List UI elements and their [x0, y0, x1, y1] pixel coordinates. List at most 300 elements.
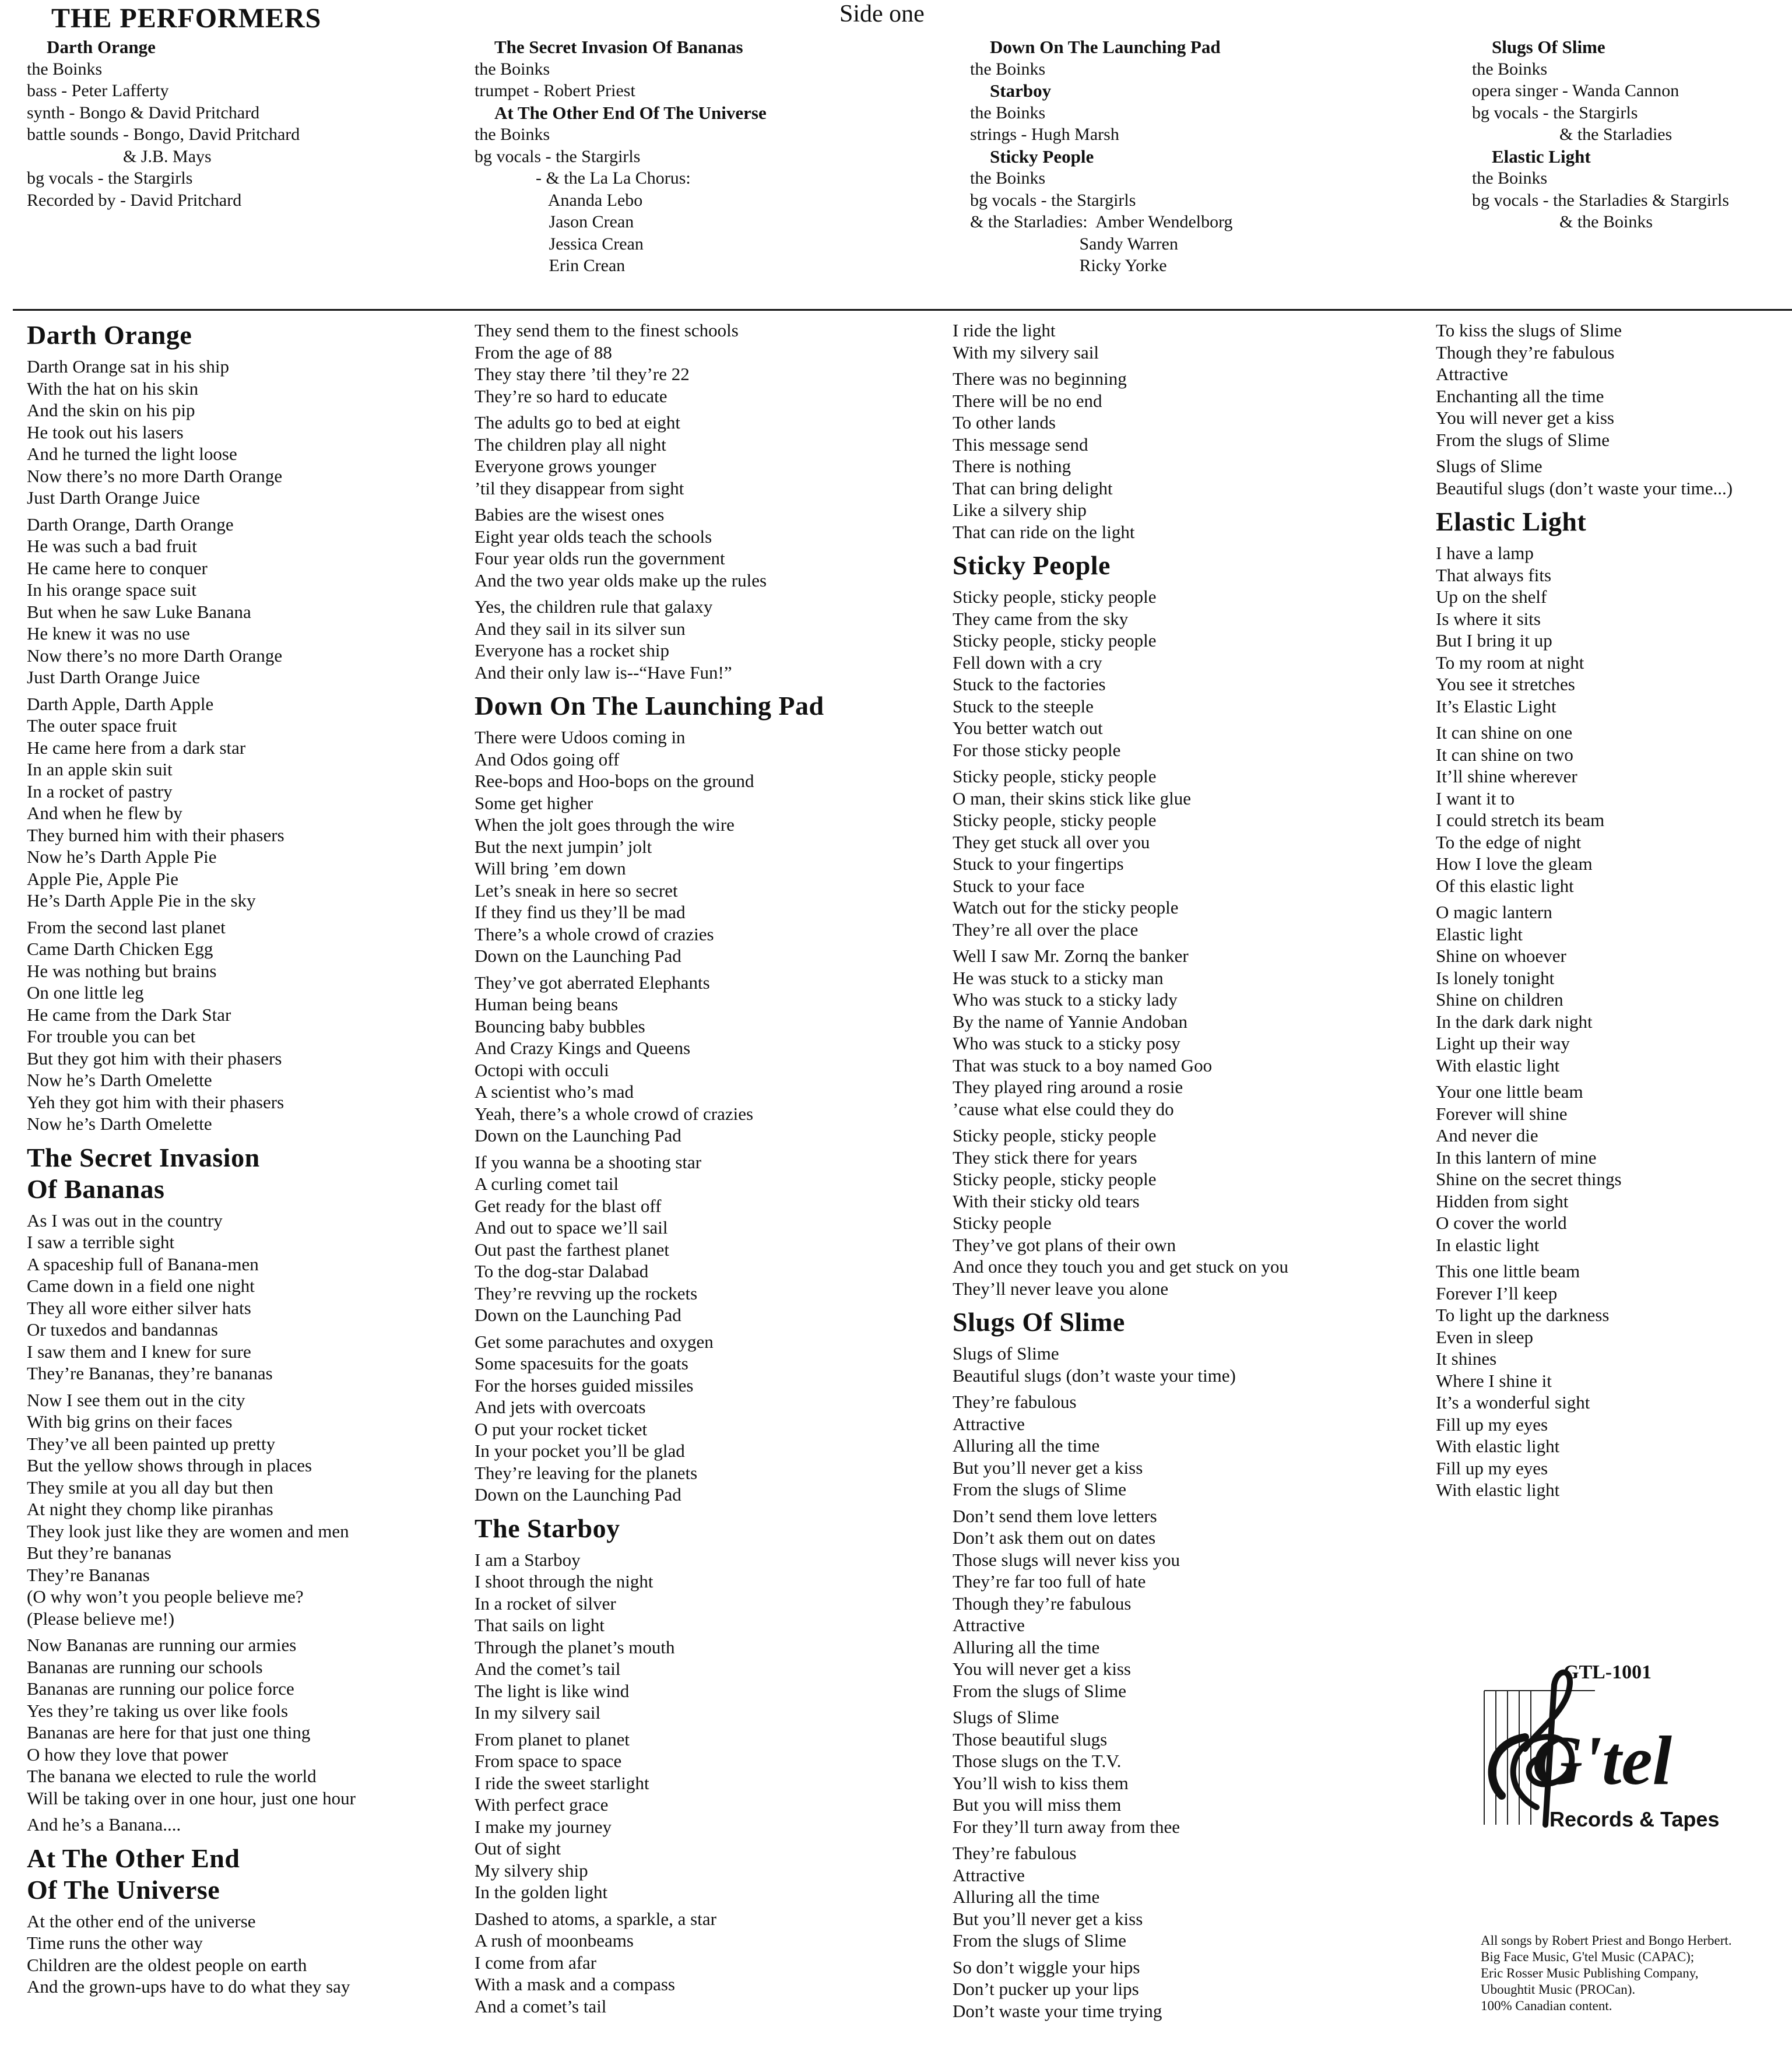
lyric-line: Those beautiful slugs: [953, 1729, 1108, 1750]
lyric-line: Now Bananas are running our armies: [27, 1635, 297, 1655]
lyric-stanza: [27, 1210, 356, 1385]
lyric-stanza: [953, 1505, 1288, 1702]
lyrics-column-1: [27, 319, 356, 2003]
lyric-line: There will be no end: [953, 390, 1102, 411]
credit-song-title: Down On The Launching Pad: [990, 37, 1221, 57]
lyric-line: They’ve got plans of their own: [953, 1234, 1176, 1255]
song-title: Of The Universe: [27, 1874, 220, 1905]
lyric-line: You see it stretches: [1436, 674, 1575, 694]
lyric-line: And jets with overcoats: [475, 1397, 646, 1417]
credit-song-title: Darth Orange: [47, 37, 156, 57]
lyric-line: With my silvery sail: [953, 342, 1099, 363]
lyric-line: On one little leg: [27, 982, 144, 1003]
lyric-line: Some get higher: [475, 792, 593, 813]
lyric-line: ’cause what else could they do: [953, 1098, 1174, 1119]
lyric-line: They’re Bananas: [27, 1564, 150, 1585]
lyric-line: To kiss the slugs of Slime: [1436, 320, 1622, 340]
lyric-line: Of this elastic light: [1436, 875, 1574, 896]
song-title: At The Other End: [27, 1843, 240, 1873]
credit-line: trumpet - Robert Priest: [475, 81, 635, 100]
lyric-line: To light up the darkness: [1436, 1305, 1610, 1325]
lyric-line: It shines: [1436, 1348, 1497, 1369]
lyric-line: But you’ll never get a kiss: [953, 1457, 1143, 1478]
lyric-line: Came down in a field one night: [27, 1276, 255, 1296]
lyric-line: And the two year olds make up the rules: [475, 570, 767, 591]
lyric-stanza: [953, 1125, 1288, 1299]
lyric-line: Everyone grows younger: [475, 456, 656, 476]
lyric-line: A scientist who’s mad: [475, 1081, 634, 1102]
lyric-line: A rush of moonbeams: [475, 1930, 634, 1951]
lyric-line: Don’t pucker up your lips: [953, 1979, 1139, 1999]
lyric-stanza: [27, 356, 356, 509]
credit-line: bass - Peter Lafferty: [27, 81, 169, 100]
lyric-line: Like a silvery ship: [953, 500, 1087, 520]
lyric-line: They send them to the finest schools: [475, 320, 739, 340]
lyric-line: Through the planet’s mouth: [475, 1636, 675, 1657]
lyric-line: That can bring delight: [953, 477, 1113, 498]
lyric-line: O put your rocket ticket: [475, 1418, 648, 1439]
lyric-line: I saw a terrible sight: [27, 1232, 175, 1252]
lyric-line: Your one little beam: [1436, 1081, 1583, 1102]
lyric-stanza: [475, 1549, 824, 1724]
credit-line: bg vocals - the Stargirls: [970, 190, 1136, 210]
lyric-line: Sticky people, sticky people: [953, 586, 1157, 607]
lyric-line: He came here from a dark star: [27, 737, 246, 758]
lyric-line: But you will miss them: [953, 1794, 1122, 1815]
lyric-line: He came here to conquer: [27, 557, 208, 578]
credit-line: & the Starladies: Amber Wendelborg: [970, 212, 1233, 231]
lyric-line: Though they’re fabulous: [953, 1593, 1132, 1614]
lyric-line: To the edge of night: [1436, 831, 1582, 852]
lyric-line: Will be taking over in one hour, just one hour: [27, 1787, 356, 1808]
catalog-number: GTL-1001: [1563, 1661, 1652, 1683]
lyric-line: Is where it sits: [1436, 608, 1541, 629]
lyric-line: They’re far too full of hate: [953, 1571, 1146, 1592]
lyric-line: There is nothing: [953, 456, 1071, 476]
lyric-line: Even in sleep: [1436, 1326, 1534, 1347]
lyric-line: And Odos going off: [475, 749, 620, 770]
lyric-stanza: [27, 514, 356, 688]
lyric-line: (O why won’t you people believe me?: [27, 1586, 304, 1607]
lyric-line: Is lonely tonight: [1436, 967, 1555, 988]
lyric-line: In the dark dark night: [1436, 1011, 1593, 1032]
lyric-line: They smile at you all day but then: [27, 1477, 273, 1498]
lyric-line: From the slugs of Slime: [953, 1479, 1126, 1499]
lyric-line: You better watch out: [953, 718, 1103, 738]
lyric-stanza: [1436, 1081, 1733, 1256]
lyric-line: And a comet’s tail: [475, 1996, 607, 2017]
lyric-line: And they sail in its silver sun: [475, 618, 686, 639]
lyric-line: Stuck to your face: [953, 875, 1085, 896]
lyric-stanza: [27, 916, 356, 1135]
lyric-line: With elastic light: [1436, 1055, 1560, 1076]
lyric-stanza: [475, 319, 824, 407]
lyric-line: For the horses guided missiles: [475, 1375, 694, 1396]
credit-line: Jason Crean: [475, 212, 634, 231]
lyric-stanza: [953, 586, 1288, 761]
lyric-line: They’re all over the place: [953, 919, 1139, 940]
credit-song-title: Sticky People: [990, 146, 1094, 167]
lyric-line: Where I shine it: [1436, 1370, 1552, 1391]
lyric-line: They’ll never leave you alone: [953, 1278, 1169, 1299]
credit-line: the Boinks: [970, 103, 1046, 122]
lyric-line: Ree-bops and Hoo-bops on the ground: [475, 771, 754, 791]
footer-line: All songs by Robert Priest and Bongo Herbert.: [1481, 1933, 1732, 1948]
lyric-line: Apple Pie, Apple Pie: [27, 868, 179, 889]
lyric-line: Though they’re fabulous: [1436, 342, 1615, 363]
lyric-line: They’re Bananas, they’re bananas: [27, 1363, 273, 1383]
credit-song-title: Elastic Light: [1492, 146, 1591, 167]
lyric-line: They’re fabulous: [953, 1392, 1077, 1412]
lyric-line: Those slugs will never kiss you: [953, 1549, 1180, 1570]
lyric-line: In a rocket of pastry: [27, 781, 173, 802]
lyric-stanza: [475, 1151, 824, 1326]
lyric-line: Some spacesuits for the goats: [475, 1353, 688, 1373]
footer-line: Big Face Music, G'tel Music (CAPAC);: [1481, 1949, 1695, 1964]
lyric-line: You’ll wish to kiss them: [953, 1772, 1129, 1793]
lyric-line: And out to space we’ll sail: [475, 1217, 668, 1238]
lyric-line: The children play all night: [475, 434, 666, 455]
lyric-line: Bananas are running our police force: [27, 1678, 294, 1699]
lyric-line: Now he’s Darth Apple Pie: [27, 846, 217, 867]
lyric-line: They get stuck all over you: [953, 831, 1150, 852]
lyric-line: He knew it was no use: [27, 623, 190, 644]
lyric-line: In a rocket of silver: [475, 1593, 616, 1614]
lyric-line: They’ve got aberrated Elephants: [475, 972, 710, 993]
lyric-line: By the name of Yannie Andoban: [953, 1011, 1187, 1032]
lyric-line: Just Darth Orange Juice: [27, 487, 200, 508]
footer-credits: [1481, 1933, 1732, 2014]
lyric-line: From the age of 88: [475, 342, 612, 363]
lyric-line: But the next jumpin’ jolt: [475, 836, 652, 857]
song-title: Darth Orange: [27, 320, 192, 350]
lyric-line: The banana we elected to rule the world: [27, 1766, 317, 1786]
lyric-line: You will never get a kiss: [1436, 408, 1614, 428]
lyric-line: I could stretch its beam: [1436, 810, 1605, 830]
lyric-line: Four year olds run the government: [475, 548, 725, 568]
lyric-line: I make my journey: [475, 1816, 612, 1837]
lyric-line: It can shine on two: [1436, 744, 1573, 765]
lyric-line: To my room at night: [1436, 652, 1584, 673]
lyric-line: To the dog-star Dalabad: [475, 1261, 649, 1281]
lyric-line: They’re fabulous: [953, 1843, 1077, 1863]
lyric-line: For trouble you can bet: [27, 1026, 196, 1046]
lyric-line: I saw them and I knew for sure: [27, 1341, 251, 1362]
lyric-line: I ride the sweet starlight: [475, 1772, 649, 1793]
lyric-line: Don’t waste your time trying: [953, 2000, 1162, 2021]
lyric-line: And the grown-ups have to do what they say: [27, 1976, 350, 1997]
lyric-line: I am a Starboy: [475, 1549, 581, 1570]
lyric-line: They’re leaving for the planets: [475, 1462, 698, 1483]
credit-line: the Boinks: [1472, 59, 1548, 79]
lyric-line: A spaceship full of Banana-men: [27, 1253, 259, 1274]
lyric-line: Sticky people: [953, 1213, 1052, 1233]
lyric-line: That always fits: [1436, 564, 1552, 585]
lyrics-column-2: [475, 319, 824, 2022]
lyric-line: In his orange space suit: [27, 579, 196, 600]
lyric-line: It’ll shine wherever: [1436, 766, 1577, 786]
lyric-line: There were Udoos coming in: [475, 727, 686, 747]
lyric-line: Everyone has a rocket ship: [475, 640, 669, 661]
lyric-line: Down on the Launching Pad: [475, 1484, 681, 1505]
lyric-line: Sticky people, sticky people: [953, 1169, 1157, 1189]
lyric-line: From the slugs of Slime: [1436, 429, 1610, 450]
lyric-line: They’re so hard to educate: [475, 385, 667, 406]
lyric-line: That was stuck to a boy named Goo: [953, 1055, 1213, 1076]
lyric-line: But you’ll never get a kiss: [953, 1908, 1143, 1929]
lyric-stanza: [27, 693, 356, 912]
credit-line: bg vocals - the Stargirls: [1472, 103, 1638, 122]
lyric-stanza: [953, 945, 1288, 1120]
lyric-line: From planet to planet: [475, 1729, 630, 1750]
credit-line: - & the La La Chorus:: [475, 168, 691, 188]
credit-line: & the Starladies: [1472, 125, 1672, 144]
lyric-line: Bananas are here for that just one thing: [27, 1722, 311, 1743]
lyric-line: So don’t wiggle your hips: [953, 1956, 1140, 1977]
lyric-line: Elastic light: [1436, 923, 1523, 944]
lyric-line: Beautiful slugs (don’t waste your time...): [1436, 477, 1733, 498]
lyric-line: A curling comet tail: [475, 1174, 619, 1194]
lyric-line: Fill up my eyes: [1436, 1414, 1548, 1435]
lyric-line: Attractive: [953, 1615, 1025, 1635]
lyric-line: Human being beans: [475, 994, 619, 1014]
gtel-logo: [1467, 1650, 1758, 1848]
performers-title: THE PERFORMERS: [51, 3, 322, 34]
lyric-line: It’s Elastic Light: [1436, 695, 1556, 716]
lyrics-column-3: [953, 319, 1288, 2026]
credit-line: the Boinks: [970, 59, 1046, 79]
lyric-line: Attractive: [953, 1413, 1025, 1434]
lyric-line: With perfect grace: [475, 1794, 609, 1815]
credit-line: Jessica Crean: [475, 234, 644, 254]
lyric-line: Sticky people, sticky people: [953, 630, 1157, 651]
lyric-line: Yes they’re taking us over like fools: [27, 1700, 289, 1721]
lyric-line: As I was out in the country: [27, 1210, 223, 1231]
lyric-line: And the comet’s tail: [475, 1659, 621, 1679]
lyric-line: Shine on the secret things: [1436, 1169, 1622, 1189]
lyric-stanza: [1436, 1260, 1733, 1501]
lyric-line: He took out his lasers: [27, 421, 184, 442]
lyric-line: Fell down with a cry: [953, 652, 1102, 673]
lyric-line: He was nothing but brains: [27, 960, 217, 981]
lyric-line: Now I see them out in the city: [27, 1389, 245, 1410]
lyric-line: O man, their skins stick like glue: [953, 788, 1191, 809]
lyric-line: Darth Orange sat in his ship: [27, 356, 229, 377]
credit-line: bg vocals - the Stargirls: [475, 146, 641, 166]
lyric-stanza: [27, 1814, 356, 1836]
lyric-line: Who was stuck to a sticky lady: [953, 989, 1178, 1010]
credit-line: synth - Bongo & David Pritchard: [27, 103, 260, 122]
lyric-stanza: [953, 368, 1288, 543]
lyric-line: Attractive: [1436, 364, 1508, 384]
lyric-line: Forever I’ll keep: [1436, 1283, 1558, 1304]
lyric-stanza: [1436, 319, 1733, 451]
credits-column-4: [1472, 36, 1729, 233]
lyric-line: I ride the light: [953, 320, 1056, 340]
lyric-line: They burned him with their phasers: [27, 824, 284, 845]
lyric-line: O how they love that power: [27, 1744, 229, 1765]
lyric-line: For they’ll turn away from thee: [953, 1816, 1180, 1837]
lyric-line: Get some parachutes and oxygen: [475, 1331, 714, 1352]
lyric-line: Sticky people, sticky people: [953, 1125, 1157, 1146]
lyric-line: Yes, the children rule that galaxy: [475, 596, 713, 617]
lyric-line: Babies are the wisest ones: [475, 504, 665, 525]
lyric-line: Get ready for the blast off: [475, 1195, 662, 1216]
lyric-line: But they got him with their phasers: [27, 1048, 282, 1069]
lyric-line: At night they chomp like piranhas: [27, 1499, 273, 1519]
lyric-line: They stay there ’til they’re 22: [475, 364, 690, 384]
section-divider: [13, 309, 1792, 311]
lyric-line: In my silvery sail: [475, 1702, 601, 1723]
lyric-line: And he’s a Banana....: [27, 1814, 181, 1835]
footer-line: Eric Rosser Music Publishing Company,: [1481, 1966, 1699, 1980]
lyric-stanza: [475, 1908, 824, 2018]
lyric-stanza: [475, 726, 824, 967]
lyric-line: And their only law is--“Have Fun!”: [475, 662, 732, 683]
lyric-line: Let’s sneak in here so secret: [475, 880, 678, 901]
lyric-line: In this lantern of mine: [1436, 1147, 1597, 1168]
lyric-line: Now there’s no more Darth Orange: [27, 645, 283, 666]
lyric-line: Alluring all the time: [953, 1636, 1100, 1657]
lyric-line: How I love the gleam: [1436, 853, 1593, 874]
credit-line: opera singer - Wanda Cannon: [1472, 81, 1679, 100]
lyric-stanza: [953, 319, 1288, 363]
lyric-line: Down on the Launching Pad: [475, 1125, 681, 1146]
lyric-line: Those slugs on the T.V.: [953, 1751, 1122, 1771]
lyric-line: But when he saw Luke Banana: [27, 601, 251, 622]
lyric-line: (Please believe me!): [27, 1608, 175, 1629]
lyric-line: There was no beginning: [953, 368, 1127, 389]
lyric-line: I come from afar: [475, 1952, 597, 1973]
lyric-line: ’til they disappear from sight: [475, 477, 684, 498]
lyric-line: They look just like they are women and men: [27, 1520, 349, 1541]
lyric-line: It can shine on one: [1436, 722, 1573, 743]
lyric-stanza: [1436, 455, 1733, 499]
credit-line: Recorded by - David Pritchard: [27, 190, 242, 210]
lyric-line: When the jolt goes through the wire: [475, 814, 735, 835]
lyric-line: It’s a wonderful sight: [1436, 1392, 1590, 1413]
lyric-line: With their sticky old tears: [953, 1190, 1140, 1211]
lyric-stanza: [475, 504, 824, 591]
lyric-line: From the second last planet: [27, 916, 226, 937]
lyric-stanza: [953, 1956, 1288, 2022]
lyric-stanza: [1436, 901, 1733, 1076]
lyric-line: Now he’s Darth Omelette: [27, 1070, 212, 1090]
lyric-line: But the yellow shows through in places: [27, 1455, 312, 1476]
lyric-line: Stuck to the steeple: [953, 695, 1094, 716]
credit-line: bg vocals - the Stargirls: [27, 168, 193, 188]
credit-song-title: The Secret Invasion Of Bananas: [494, 37, 743, 57]
lyric-line: With the hat on his skin: [27, 378, 199, 399]
lyric-line: There’s a whole crowd of crazies: [475, 923, 714, 944]
lyric-line: With big grins on their faces: [27, 1411, 233, 1432]
lyric-line: If they find us they’ll be mad: [475, 902, 686, 922]
lyric-line: Bananas are running our schools: [27, 1656, 263, 1677]
lyric-line: He was such a bad fruit: [27, 536, 197, 556]
lyric-line: Children are the oldest people on earth: [27, 1954, 307, 1975]
lyric-line: Or tuxedos and bandannas: [27, 1319, 218, 1340]
lyric-line: Sticky people, sticky people: [953, 766, 1157, 786]
lyric-line: Light up their way: [1436, 1033, 1570, 1053]
lyric-stanza: [953, 1343, 1288, 1386]
lyric-line: Octopi with occuli: [475, 1059, 609, 1080]
lyric-line: You will never get a kiss: [953, 1659, 1131, 1679]
lyric-line: Bouncing baby bubbles: [475, 1016, 645, 1037]
credit-line: Ananda Lebo: [475, 190, 643, 210]
lyric-stanza: [475, 1331, 824, 1506]
lyric-line: And he turned the light loose: [27, 444, 237, 464]
lyric-line: Don’t ask them out on dates: [953, 1527, 1156, 1548]
credit-line: bg vocals - the Starladies & Stargirls: [1472, 190, 1730, 210]
lyric-line: Slugs of Slime: [953, 1343, 1059, 1364]
lyric-line: Yeh they got him with their phasers: [27, 1091, 284, 1112]
lyric-line: With a mask and a compass: [475, 1974, 675, 1994]
lyric-line: Alluring all the time: [953, 1435, 1100, 1456]
lyric-line: Don’t send them love letters: [953, 1505, 1157, 1526]
lyric-line: I want it to: [1436, 788, 1515, 809]
lyric-line: I have a lamp: [1436, 543, 1534, 563]
lyric-line: And the skin on his pip: [27, 400, 195, 420]
lyric-line: Yeah, there’s a whole crowd of crazies: [475, 1103, 754, 1124]
lyric-line: But they’re bananas: [27, 1543, 171, 1563]
song-title: Elastic Light: [1436, 507, 1587, 536]
credits-column-1: [27, 36, 300, 211]
credit-line: Sandy Warren: [970, 234, 1178, 254]
lyric-line: From space to space: [475, 1751, 622, 1771]
lyric-line: With elastic light: [1436, 1480, 1560, 1500]
lyric-stanza: [475, 1729, 824, 1903]
credit-line: & J.B. Mays: [27, 146, 212, 166]
lyric-line: And when he flew by: [27, 803, 182, 823]
lyric-stanza: [27, 1634, 356, 1809]
lyric-line: Well I saw Mr. Zornq the banker: [953, 946, 1189, 966]
credit-line: the Boinks: [475, 59, 550, 79]
lyric-line: Watch out for the sticky people: [953, 897, 1179, 918]
lyric-line: And never die: [1436, 1125, 1538, 1146]
lyric-stanza: [27, 1389, 356, 1630]
lyric-line: He came from the Dark Star: [27, 1004, 231, 1025]
lyric-line: Now he’s Darth Omelette: [27, 1113, 212, 1134]
lyric-line: In an apple skin suit: [27, 759, 173, 779]
lyric-stanza: [953, 1842, 1288, 1952]
lyric-stanza: [953, 765, 1288, 940]
lyric-line: With elastic light: [1436, 1436, 1560, 1456]
brand-name: G'tel: [1532, 1722, 1672, 1799]
lyric-line: The outer space fruit: [27, 715, 177, 736]
lyric-line: They’ve all been painted up pretty: [27, 1433, 276, 1454]
lyric-line: Beautiful slugs (don’t waste your time): [953, 1365, 1236, 1386]
song-title: The Starboy: [475, 1513, 620, 1543]
lyric-line: My silvery ship: [475, 1860, 588, 1881]
lyric-line: Hidden from sight: [1436, 1190, 1569, 1211]
lyric-line: The adults go to bed at eight: [475, 412, 680, 433]
lyric-line: Dashed to atoms, a sparkle, a star: [475, 1908, 716, 1929]
lyric-line: And Crazy Kings and Queens: [475, 1038, 691, 1058]
lyric-line: The light is like wind: [475, 1680, 630, 1701]
credit-song-title: Starboy: [990, 80, 1052, 101]
lyric-line: Slugs of Slime: [953, 1707, 1059, 1727]
lyric-line: Out of sight: [475, 1838, 561, 1859]
lyric-stanza: [1436, 722, 1733, 897]
lyric-stanza: [1436, 542, 1733, 717]
footer-line: Uboughtit Music (PROCan).: [1481, 1982, 1636, 1997]
lyric-line: But I bring it up: [1436, 630, 1552, 651]
lyric-line: They played ring around a rosie: [953, 1077, 1183, 1097]
lyric-line: Slugs of Slime: [1436, 456, 1542, 476]
lyric-line: Shine on whoever: [1436, 946, 1566, 966]
lyric-line: In your pocket you’ll be glad: [475, 1441, 685, 1461]
lyrics-column-4: [1436, 319, 1733, 1506]
